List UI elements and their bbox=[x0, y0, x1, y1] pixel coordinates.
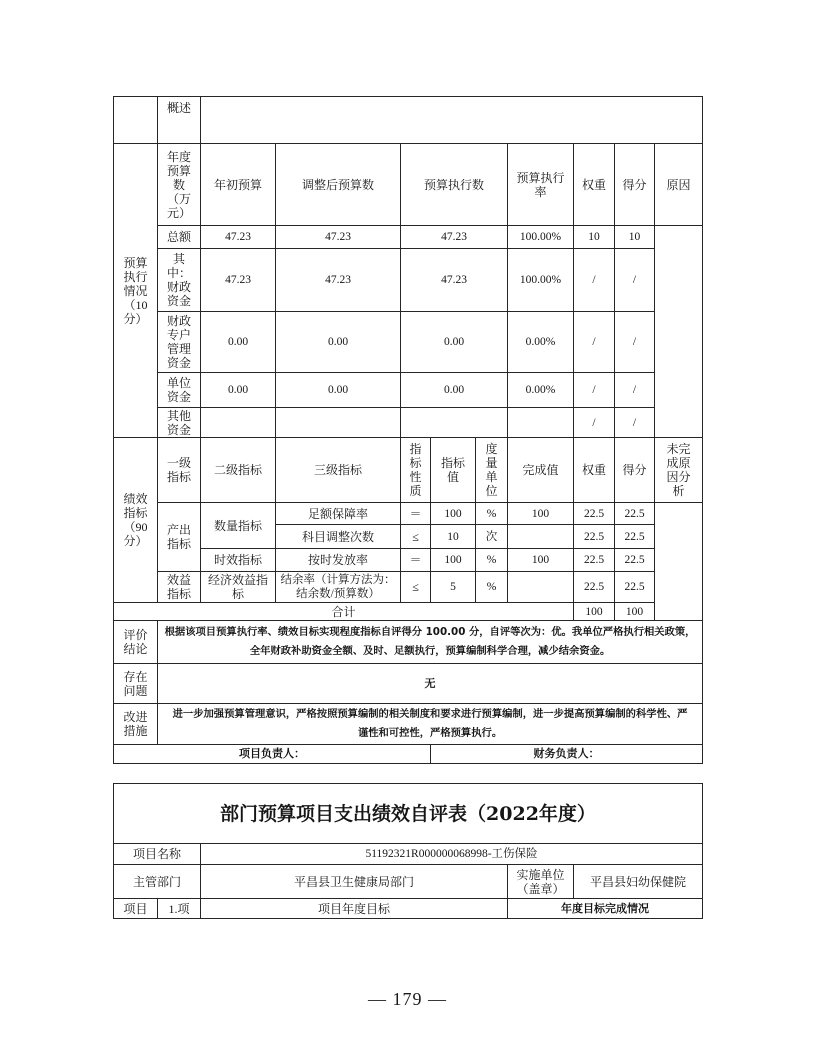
budget-row-initial: 47.23 bbox=[201, 226, 276, 249]
budget-row-weight: / bbox=[574, 312, 615, 373]
indicator-unit: % bbox=[476, 549, 508, 572]
indicator-target: 10 bbox=[431, 525, 476, 549]
indicator-score: 22.5 bbox=[615, 525, 655, 549]
project-name-value: 51192321R000000068998-工伤保险 bbox=[201, 844, 703, 865]
budget-row-label: 其他资金 bbox=[158, 408, 201, 438]
signature-row bbox=[114, 745, 703, 764]
indicator-actual: 100 bbox=[508, 549, 574, 572]
indicator-nature: ＝ bbox=[401, 503, 431, 525]
budget-row-label: 总额 bbox=[158, 226, 201, 249]
header-level1: 一级指标 bbox=[158, 438, 201, 503]
overview-side-cell bbox=[114, 97, 158, 144]
performance-section-label: 绩效指标（90分） bbox=[114, 438, 158, 603]
department-label: 主管部门 bbox=[114, 865, 201, 899]
budget-section-label: 预算执行情况（10分） bbox=[114, 144, 158, 438]
header-initial-budget: 年初预算 bbox=[201, 144, 276, 226]
department-row bbox=[114, 865, 703, 899]
budget-performance-table bbox=[113, 96, 703, 764]
project-name-row bbox=[114, 844, 703, 865]
indicator-level2: 经济效益指标 bbox=[201, 572, 276, 603]
budget-row-label: 单位资金 bbox=[158, 373, 201, 408]
budget-row-rate: 0.00% bbox=[508, 373, 574, 408]
header-perf-score: 得分 bbox=[615, 438, 655, 503]
problems-text: 无 bbox=[158, 664, 703, 704]
indicator-unit: % bbox=[476, 503, 508, 525]
budget-row-adjusted: 0.00 bbox=[276, 373, 401, 408]
header-reason: 原因 bbox=[655, 144, 703, 226]
budget-row-initial: 0.00 bbox=[201, 312, 276, 373]
total-label: 合计 bbox=[114, 603, 574, 621]
problems-label: 存在问题 bbox=[114, 664, 158, 704]
budget-row-other bbox=[114, 408, 703, 438]
indicator-actual bbox=[508, 572, 574, 603]
overview-label: 概述 bbox=[158, 97, 201, 144]
indicator-unit: % bbox=[476, 572, 508, 603]
header-perf-weight: 权重 bbox=[574, 438, 615, 503]
indicator-level3: 科目调整次数 bbox=[276, 525, 401, 549]
indicator-level1: 产出指标 bbox=[158, 503, 201, 572]
header-nature: 指标性质 bbox=[401, 438, 431, 503]
finance-lead-signature: 财务负责人： bbox=[431, 745, 703, 764]
budget-reason-cell bbox=[655, 226, 703, 438]
header-unfinished-reason: 未完成原因分析 bbox=[655, 438, 703, 503]
budget-row-fiscal bbox=[114, 249, 703, 312]
indicator-weight: 22.5 bbox=[574, 503, 615, 525]
budget-row-score: / bbox=[615, 249, 655, 312]
goal-status-label: 年度目标完成情况 bbox=[508, 899, 703, 919]
project-lead-signature: 项目负责人： bbox=[114, 745, 431, 764]
performance-row bbox=[114, 503, 703, 525]
budget-row-executed: 0.00 bbox=[401, 373, 508, 408]
total-score: 100 bbox=[615, 603, 655, 621]
budget-row-rate: 0.00% bbox=[508, 312, 574, 373]
indicator-level3: 结余率（计算方法为：结余数/预算数） bbox=[276, 572, 401, 603]
indicator-nature: ≤ bbox=[401, 572, 431, 603]
total-row bbox=[114, 603, 703, 621]
indicator-level3: 足额保障率 bbox=[276, 503, 401, 525]
budget-row-label: 其中：财政资金 bbox=[158, 249, 201, 312]
evaluation-label: 评价结论 bbox=[114, 621, 158, 664]
improvements-label: 改进措施 bbox=[114, 704, 158, 745]
budget-row-label: 财政专户管理资金 bbox=[158, 312, 201, 373]
page-number: — 179 — bbox=[368, 989, 447, 1009]
indicator-score: 22.5 bbox=[615, 549, 655, 572]
implementer-label: 实施单位（盖章） bbox=[508, 865, 574, 899]
department-value: 平昌县卫生健康局部门 bbox=[201, 865, 508, 899]
indicator-level2: 数量指标 bbox=[201, 503, 276, 549]
budget-row-executed: 0.00 bbox=[401, 312, 508, 373]
performance-row bbox=[114, 549, 703, 572]
overview-row bbox=[114, 97, 703, 144]
item-number: 1.项 bbox=[158, 899, 201, 919]
budget-row-unit bbox=[114, 373, 703, 408]
total-weight: 100 bbox=[574, 603, 615, 621]
improvements-text bbox=[158, 704, 703, 745]
indicator-weight: 22.5 bbox=[574, 572, 615, 603]
indicator-actual bbox=[508, 525, 574, 549]
header-executed-budget: 预算执行数 bbox=[401, 144, 508, 226]
budget-row-rate: 100.00% bbox=[508, 226, 574, 249]
form2-header-table bbox=[113, 783, 703, 919]
budget-row-adjusted bbox=[276, 408, 401, 438]
indicator-actual: 100 bbox=[508, 503, 574, 525]
budget-row-adjusted: 47.23 bbox=[276, 226, 401, 249]
evaluation-text bbox=[158, 621, 703, 664]
indicator-nature: ＝ bbox=[401, 549, 431, 572]
budget-row-weight: / bbox=[574, 373, 615, 408]
project-label: 项目 bbox=[114, 899, 158, 919]
header-execution-rate: 预算执行率 bbox=[508, 144, 574, 226]
budget-row-initial: 0.00 bbox=[201, 373, 276, 408]
header-weight: 权重 bbox=[574, 144, 615, 226]
header-level2: 二级指标 bbox=[201, 438, 276, 503]
indicator-target: 100 bbox=[431, 503, 476, 525]
project-name-label: 项目名称 bbox=[114, 844, 201, 865]
implementer-value: 平昌县妇幼保健院 bbox=[574, 865, 703, 899]
form2-title-row bbox=[114, 784, 703, 844]
performance-row bbox=[114, 572, 703, 603]
budget-row-special-account bbox=[114, 312, 703, 373]
improvements-row bbox=[114, 704, 703, 745]
evaluation-row bbox=[114, 621, 703, 664]
indicator-weight: 22.5 bbox=[574, 525, 615, 549]
evaluation-text-line: 全年财政补助资金全额、及时、足额执行，预算编制科学合理，减少结余资金。 bbox=[249, 645, 611, 657]
budget-row-initial bbox=[201, 408, 276, 438]
budget-row-weight: / bbox=[574, 249, 615, 312]
indicator-target: 100 bbox=[431, 549, 476, 572]
budget-row-weight: / bbox=[574, 408, 615, 438]
budget-row-score: / bbox=[615, 312, 655, 373]
indicator-level2: 时效指标 bbox=[201, 549, 276, 572]
budget-row-adjusted: 47.23 bbox=[276, 249, 401, 312]
indicator-nature: ≤ bbox=[401, 525, 431, 549]
header-annual-budget: 年度预算数（万元） bbox=[158, 144, 201, 226]
budget-row-score: / bbox=[615, 373, 655, 408]
indicator-level3: 按时发放率 bbox=[276, 549, 401, 572]
budget-header-row bbox=[114, 144, 703, 226]
indicator-unit: 次 bbox=[476, 525, 508, 549]
unfinished-reason-cell bbox=[655, 503, 703, 621]
budget-row-initial: 47.23 bbox=[201, 249, 276, 312]
indicator-weight: 22.5 bbox=[574, 549, 615, 572]
budget-row-executed: 47.23 bbox=[401, 249, 508, 312]
annual-goal-label: 项目年度目标 bbox=[201, 899, 508, 919]
problems-row bbox=[114, 664, 703, 704]
header-unit: 度量单位 bbox=[476, 438, 508, 503]
overview-content-cell bbox=[201, 97, 703, 144]
budget-row-executed: 47.23 bbox=[401, 226, 508, 249]
improvements-text-line: 谨性和可控性，严格预算执行。 bbox=[357, 727, 503, 739]
budget-row-score: / bbox=[615, 408, 655, 438]
budget-row-executed bbox=[401, 408, 508, 438]
header-target: 指标值 bbox=[431, 438, 476, 503]
indicator-score: 22.5 bbox=[615, 572, 655, 603]
budget-row-score: 10 bbox=[615, 226, 655, 249]
indicator-target: 5 bbox=[431, 572, 476, 603]
header-level3: 三级指标 bbox=[276, 438, 401, 503]
header-score: 得分 bbox=[615, 144, 655, 226]
improvements-text-line: 进一步加强预算管理意识，严格按照预算编制的相关制度和要求进行预算编制，进一步提高预算编制的科学性、严 bbox=[172, 708, 688, 720]
header-actual: 完成值 bbox=[508, 438, 574, 503]
budget-row-rate: 100.00% bbox=[508, 249, 574, 312]
budget-row-adjusted: 0.00 bbox=[276, 312, 401, 373]
evaluation-text-line: 根据该项目预算执行率、绩效目标实现程度指标自评得分 100.00 分，自评等次为：优。我单位严格执行相关政策， bbox=[164, 626, 696, 638]
project-goal-row bbox=[114, 899, 703, 919]
indicator-score: 22.5 bbox=[615, 503, 655, 525]
budget-row-rate bbox=[508, 408, 574, 438]
header-adjusted-budget: 调整后预算数 bbox=[276, 144, 401, 226]
performance-header-row bbox=[114, 438, 703, 503]
budget-row-weight: 10 bbox=[574, 226, 615, 249]
form2-title: 部门预算项目支出绩效自评表（2022年度） bbox=[114, 784, 703, 844]
budget-row-total bbox=[114, 226, 703, 249]
indicator-level1: 效益指标 bbox=[158, 572, 201, 603]
